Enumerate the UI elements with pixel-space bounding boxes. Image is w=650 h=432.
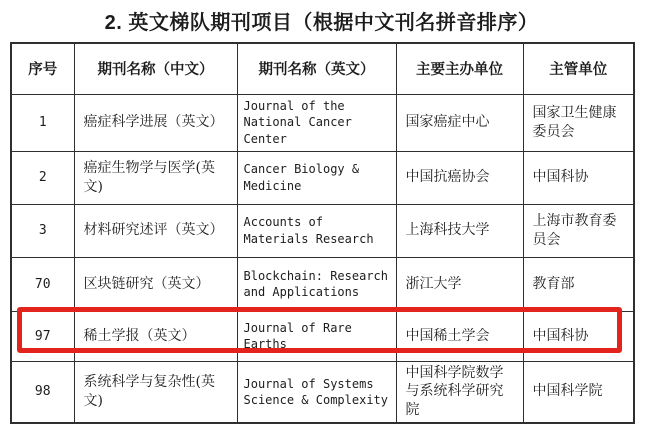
column-header-number: 序号 bbox=[11, 43, 74, 94]
cell-en-name: Journal of Systems Science & Complexity bbox=[237, 361, 396, 423]
table-row bbox=[11, 204, 634, 257]
cell-number: 70 bbox=[11, 257, 74, 311]
cell-cn-name: 稀土学报（英文） bbox=[74, 311, 237, 361]
cell-number: 2 bbox=[11, 151, 74, 204]
cell-number: 97 bbox=[11, 311, 74, 361]
cell-en-name: Journal of Rare Earths bbox=[237, 311, 396, 361]
cell-en-name: Blockchain: Research and Applications bbox=[237, 257, 396, 311]
column-header-en-name: 期刊名称（英文） bbox=[237, 43, 396, 94]
table-row bbox=[11, 94, 634, 151]
cell-cn-name: 区块链研究（英文） bbox=[74, 257, 237, 311]
cell-cn-name: 材料研究述评（英文） bbox=[74, 204, 237, 257]
cell-cn-name: 癌症科学进展（英文） bbox=[74, 94, 237, 151]
column-header-organizer: 主要主办单位 bbox=[396, 43, 523, 94]
cell-organizer: 中国稀土学会 bbox=[396, 311, 523, 361]
table-header-row bbox=[11, 43, 634, 94]
cell-en-name: Accounts of Materials Research bbox=[237, 204, 396, 257]
cell-supervisor: 上海市教育委员会 bbox=[523, 204, 634, 257]
column-header-cn-name: 期刊名称（中文） bbox=[74, 43, 237, 94]
cell-supervisor: 国家卫生健康委员会 bbox=[523, 94, 634, 151]
cell-supervisor: 中国科学院 bbox=[523, 361, 634, 423]
cell-organizer: 中国抗癌协会 bbox=[396, 151, 523, 204]
table-row bbox=[11, 257, 634, 311]
cell-en-name: Journal of the National Cancer Center bbox=[237, 94, 396, 151]
cell-supervisor: 教育部 bbox=[523, 257, 634, 311]
cell-organizer: 浙江大学 bbox=[396, 257, 523, 311]
cell-supervisor: 中国科协 bbox=[523, 311, 634, 361]
cell-number: 1 bbox=[11, 94, 74, 151]
cell-supervisor: 中国科协 bbox=[523, 151, 634, 204]
cell-organizer: 上海科技大学 bbox=[396, 204, 523, 257]
column-header-supervisor: 主管单位 bbox=[523, 43, 634, 94]
journal-table bbox=[10, 42, 635, 424]
table-row bbox=[11, 361, 634, 423]
cell-organizer: 中国科学院数学与系统科学研究院 bbox=[396, 361, 523, 423]
cell-number: 3 bbox=[11, 204, 74, 257]
table-row bbox=[11, 311, 634, 361]
table-row bbox=[11, 151, 634, 204]
cell-cn-name: 系统科学与复杂性(英文) bbox=[74, 361, 237, 423]
cell-en-name: Cancer Biology & Medicine bbox=[237, 151, 396, 204]
cell-number: 98 bbox=[11, 361, 74, 423]
cell-organizer: 国家癌症中心 bbox=[396, 94, 523, 151]
page-title: 2. 英文梯队期刊项目（根据中文刊名拼音排序） bbox=[104, 12, 539, 34]
cell-cn-name: 癌症生物学与医学(英文) bbox=[74, 151, 237, 204]
